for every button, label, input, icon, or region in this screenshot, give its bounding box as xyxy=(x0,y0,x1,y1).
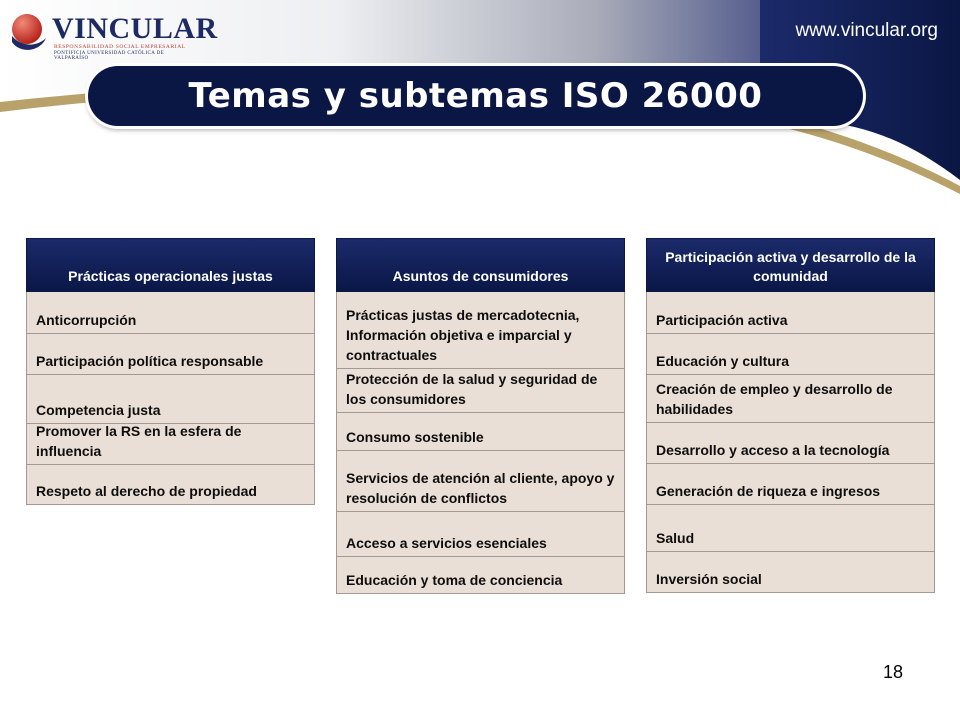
page-title: Temas y subtemas ISO 26000 xyxy=(188,76,763,116)
page-number: 18 xyxy=(883,662,904,682)
list-item: Prácticas justas de mercadotecnia, Información objetiva e imparcial y contractuales xyxy=(336,292,625,369)
website-url: www.vincular.org xyxy=(795,20,938,41)
column-header: Participación activa y desarrollo de la comunidad xyxy=(646,238,935,292)
list-item: Competencia justa xyxy=(26,375,315,424)
logo-subtitle: RESPONSABILIDAD SOCIAL EMPRESARIAL xyxy=(54,44,186,50)
list-item: Participación política responsable xyxy=(26,334,315,375)
list-item: Educación y toma de conciencia xyxy=(336,557,625,594)
logo-name: VINCULAR xyxy=(52,12,218,45)
list-item: Anticorrupción xyxy=(26,292,315,334)
list-item: Promover la RS en la esfera de influencia xyxy=(26,424,315,465)
list-item: Participación activa xyxy=(646,292,935,334)
list-item: Desarrollo y acceso a la tecnología xyxy=(646,423,935,464)
list-item: Educación y cultura xyxy=(646,334,935,375)
column-header: Asuntos de consumidores xyxy=(336,238,625,292)
list-item: Protección de la salud y seguridad de los consumidores xyxy=(336,369,625,413)
vincular-logo xyxy=(10,10,218,61)
column-asuntos-consumidores xyxy=(336,238,625,594)
list-item: Generación de riqueza e ingresos xyxy=(646,464,935,505)
logo-globe-icon xyxy=(10,12,48,56)
column-header: Prácticas operacionales justas xyxy=(26,238,315,292)
list-item: Respeto al derecho de propiedad xyxy=(26,465,315,505)
list-item: Acceso a servicios esenciales xyxy=(336,512,625,557)
list-item: Consumo sostenible xyxy=(336,413,625,451)
list-item: Salud xyxy=(646,505,935,552)
list-item: Creación de empleo y desarrollo de habilidades xyxy=(646,375,935,423)
logo-institution: PONTIFICIA UNIVERSIDAD CATÓLICA DE VALPARAÍSO xyxy=(54,51,165,61)
title-banner xyxy=(88,66,863,126)
list-item: Servicios de atención al cliente, apoyo y resolución de conflictos xyxy=(336,451,625,512)
list-item: Inversión social xyxy=(646,552,935,593)
column-participacion-comunidad xyxy=(646,238,935,593)
column-practicas-operacionales xyxy=(26,238,315,505)
